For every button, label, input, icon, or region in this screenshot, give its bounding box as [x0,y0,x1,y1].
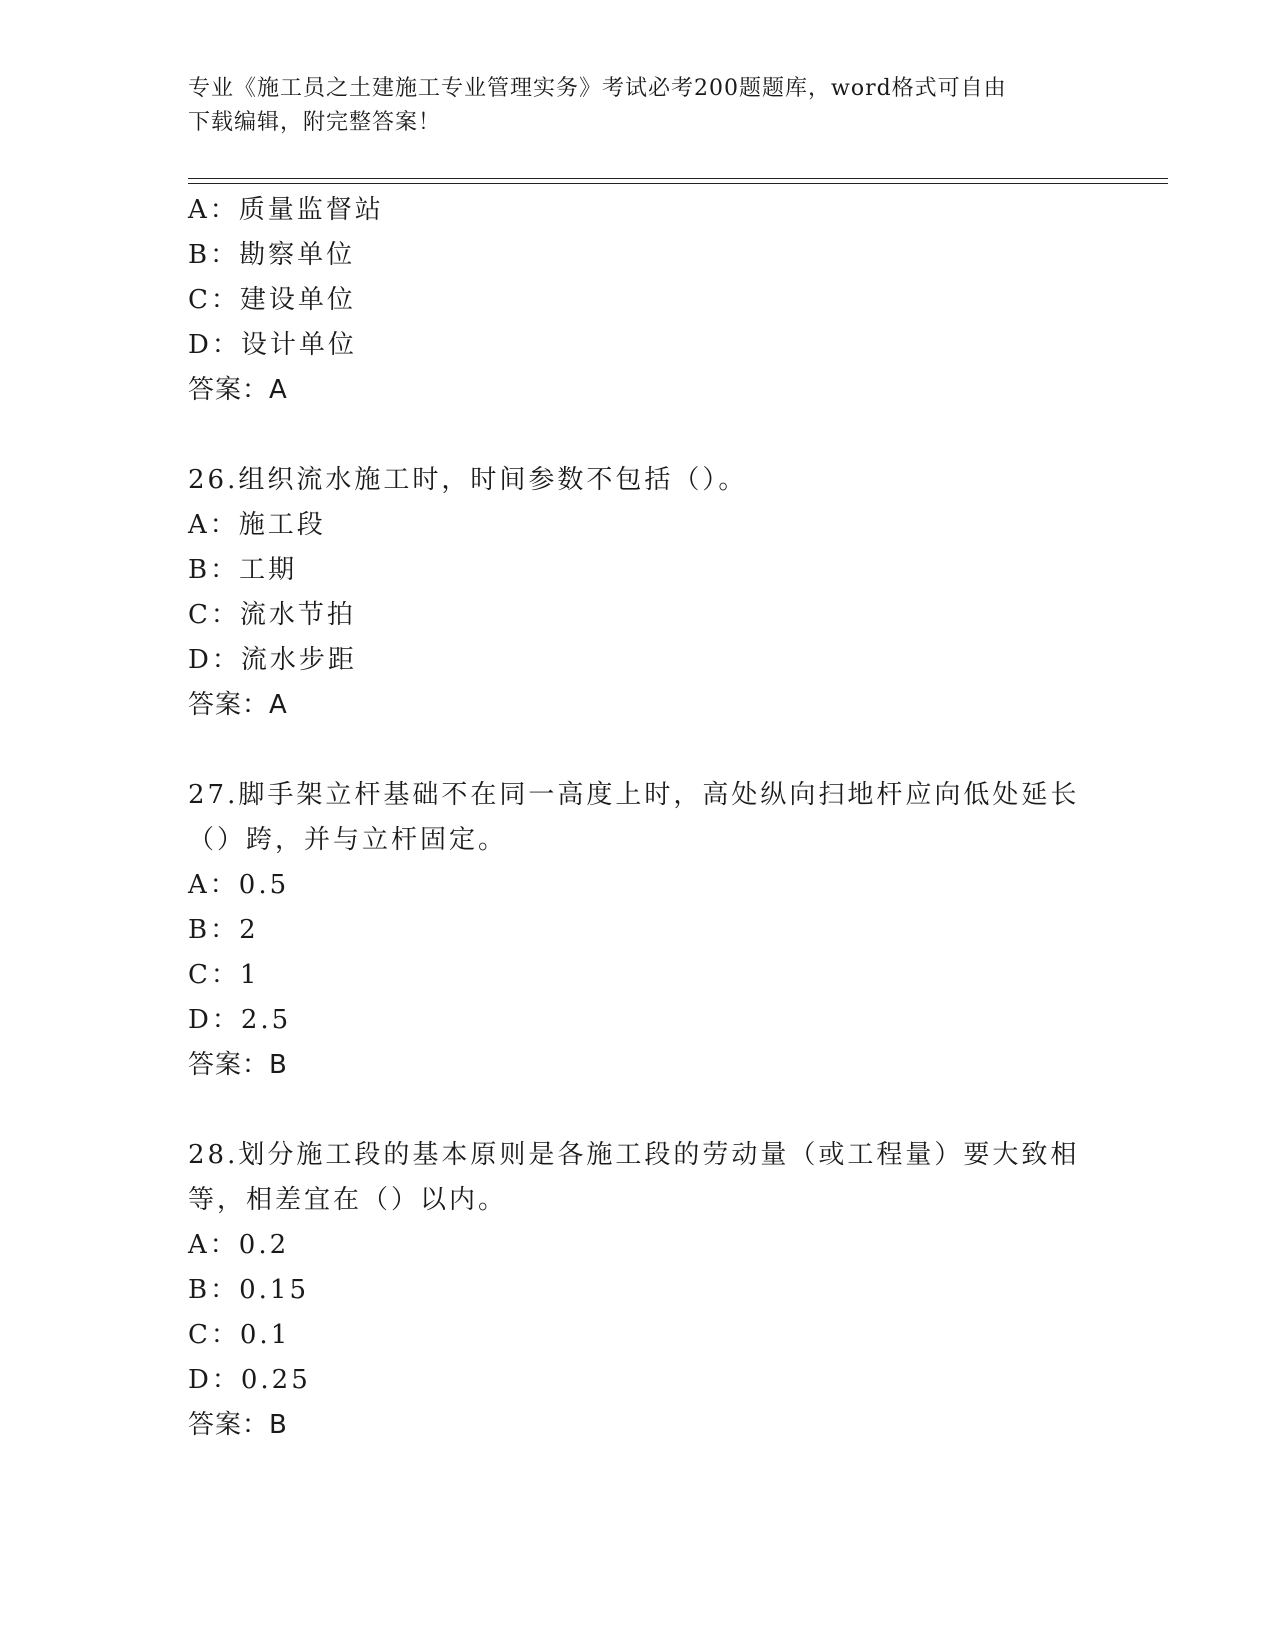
q27-option-d: D：2.5 [188,1005,292,1035]
header-line-1: 专业《施工员之土建施工专业管理实务》考试必考200题题库，word格式可自由 [188,76,1007,101]
q28-option-b: B：0.15 [188,1275,309,1305]
document-header [188,72,1088,140]
q28-answer: 答案：B [188,1410,288,1440]
q25-option-c: C：建设单位 [188,285,356,315]
q27-option-b: B：2 [188,915,259,945]
q27-question-line-1: 27.脚手架立杆基础不在同一高度上时，高处纵向扫地杆应向低处延长 [188,780,1080,810]
q28-option-d: D：0.25 [188,1365,311,1395]
q25-option-d: D：设计单位 [188,330,357,360]
header-divider-top [188,178,1168,179]
q27-option-c: C：1 [188,960,260,990]
q27-answer: 答案：B [188,1050,288,1080]
header-line-2: 下载编辑，附完整答案！ [188,110,442,135]
q28-option-c: C：0.1 [188,1320,291,1350]
q26-answer: 答案：A [188,690,288,720]
header-divider-bottom [188,183,1168,184]
q26-question: 26.组织流水施工时，时间参数不包括（）。 [188,465,748,495]
q28-question-line-1: 28.划分施工段的基本原则是各施工段的劳动量（或工程量）要大致相 [188,1140,1080,1170]
q25-answer: 答案：A [188,375,288,405]
q25-option-b: B：勘察单位 [188,240,356,270]
q28-question-line-2: 等，相差宜在（）以内。 [188,1185,508,1215]
q26-option-a: A：施工段 [188,510,326,540]
q26-option-d: D：流水步距 [188,645,357,675]
q26-option-b: B：工期 [188,555,298,585]
q28-option-a: A：0.2 [188,1230,290,1260]
q27-option-a: A：0.5 [188,870,290,900]
q26-option-c: C：流水节拍 [188,600,356,630]
q25-option-a: A：质量监督站 [188,195,384,225]
q27-question-line-2: （）跨，并与立杆固定。 [188,825,508,855]
